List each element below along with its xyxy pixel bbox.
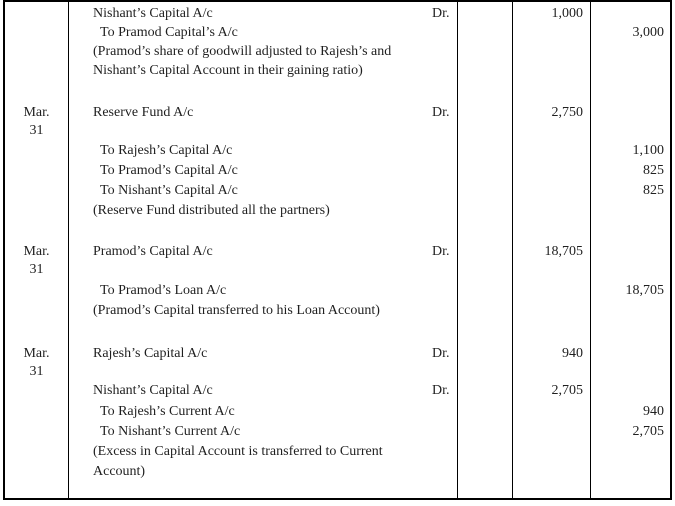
credit-amount: 18,705 [625, 283, 664, 298]
debit-amount: 2,705 [551, 383, 583, 398]
credit-amount: 825 [643, 183, 664, 198]
journal-line [5, 344, 670, 363]
journal-line [5, 181, 670, 200]
credit-account-name: To Nishant’s Capital A/c [100, 183, 238, 198]
entry-date-day: 31 [29, 364, 44, 379]
dr-label: Dr. [432, 105, 450, 120]
journal-line [5, 381, 670, 400]
credit-account-name: To Rajesh’s Current A/c [100, 404, 235, 419]
dr-label: Dr. [432, 346, 450, 361]
journal-line [5, 301, 670, 320]
debit-amount: 18,705 [544, 244, 583, 259]
journal-table [3, 0, 672, 500]
journal-line [5, 103, 670, 122]
credit-account-name: To Nishant’s Current A/c [100, 424, 241, 439]
debit-account-name: Reserve Fund A/c [93, 105, 194, 120]
credit-amount: 1,100 [632, 143, 664, 158]
dr-label: Dr. [432, 383, 450, 398]
credit-amount: 3,000 [632, 25, 664, 40]
journal-line [5, 61, 670, 80]
debit-account-name: Pramod’s Capital A/c [93, 244, 213, 259]
credit-account-name: To Pramod’s Loan A/c [100, 283, 227, 298]
credit-amount: 2,705 [632, 424, 664, 439]
credit-account-name: To Rajesh’s Capital A/c [100, 143, 233, 158]
narration-text: (Pramod’s share of goodwill adjusted to Rajesh’s and [93, 44, 392, 59]
journal-line [5, 402, 670, 421]
debit-amount: 1,000 [551, 6, 583, 21]
entry-date-month: Mar. [23, 244, 50, 259]
entry-date-day: 31 [29, 262, 44, 277]
debit-account-name: Rajesh’s Capital A/c [93, 346, 208, 361]
journal-line [5, 201, 670, 220]
journal-line [5, 4, 670, 23]
narration-text: (Reserve Fund distributed all the partners) [93, 203, 330, 218]
debit-amount: 940 [562, 346, 583, 361]
journal-line [5, 242, 670, 261]
narration-text: Nishant’s Capital Account in their gaining ratio) [93, 63, 363, 78]
dr-label: Dr. [432, 244, 450, 259]
debit-amount: 2,750 [551, 105, 583, 120]
credit-amount: 940 [643, 404, 664, 419]
journal-line [5, 23, 670, 42]
journal-line [5, 281, 670, 300]
debit-account-name: Nishant’s Capital A/c [93, 6, 213, 21]
entry-date-month: Mar. [23, 105, 50, 120]
debit-account-name: Nishant’s Capital A/c [93, 383, 213, 398]
journal-line [5, 462, 670, 481]
narration-text: Account) [93, 464, 146, 479]
journal-line [5, 141, 670, 160]
credit-account-name: To Pramod’s Capital A/c [100, 163, 238, 178]
credit-account-name: To Pramod Capital’s A/c [100, 25, 238, 40]
journal-line [5, 42, 670, 61]
journal-line [5, 422, 670, 441]
credit-amount: 825 [643, 163, 664, 178]
narration-text: (Excess in Capital Account is transferred to Current [93, 444, 383, 459]
entry-date-month: Mar. [23, 346, 50, 361]
narration-text: (Pramod’s Capital transferred to his Loan Account) [93, 303, 380, 318]
journal-line [5, 442, 670, 461]
journal-line [5, 161, 670, 180]
entry-date-day: 31 [29, 123, 44, 138]
dr-label: Dr. [432, 6, 450, 21]
